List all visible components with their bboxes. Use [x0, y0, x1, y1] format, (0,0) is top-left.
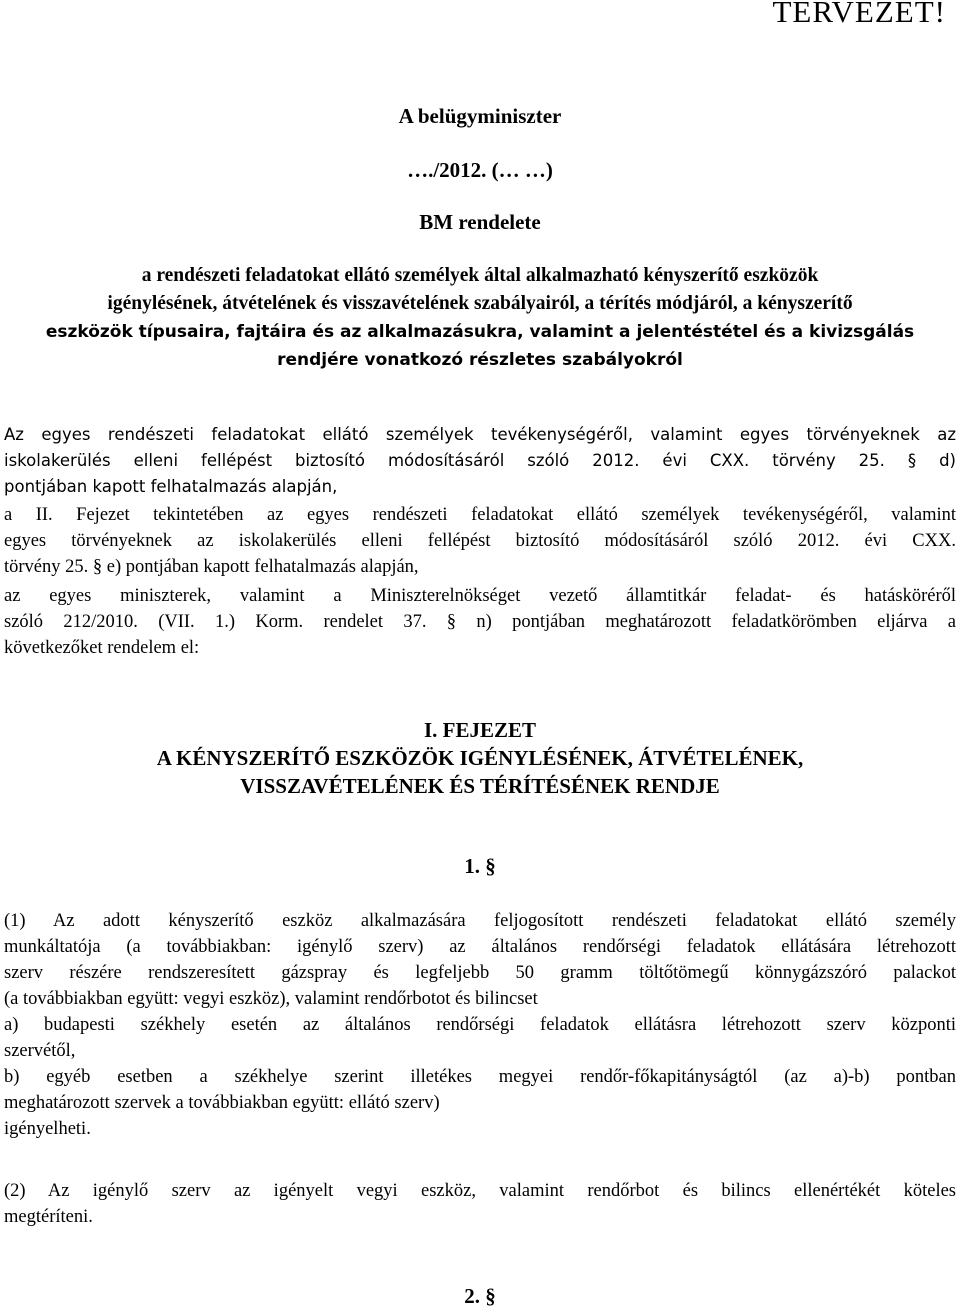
text-line: (2) Az igénylő szerv az igényelt vegyi eszköz, valamint rendőrbot és bilincs ellenértékét köteles: [4, 1181, 956, 1201]
title-line: eszközök típusaira, fajtáira és az alkalmazásukra, valamint a jelentéstétel és a kivizsgálás: [45, 322, 915, 342]
text-line: pontjában kapott felhatalmazás alapján,: [4, 477, 338, 496]
text-line: Az egyes rendészeti feladatokat ellátó személyek tevékenységéről, valamint egyes törvényeknek az: [4, 425, 956, 444]
text-line: egyes törvényeknek az iskolakerülés elleni fellépést biztosító módosításáról szóló 2012. évi CXX.: [4, 531, 956, 551]
title-line: rendjére vonatkozó részletes szabályokról: [277, 350, 683, 370]
section-1-paragraph-1: [4, 908, 956, 1142]
text-line: munkáltatója (a továbbiakban: igénylő szerv) az általános rendőrségi feladatok ellátására létrehozott: [4, 937, 956, 957]
section-2-heading: 2. §: [464, 1284, 496, 1308]
text-line: (a továbbiakban együtt: vegyi eszköz), valamint rendőrbotot és bilincset: [4, 989, 538, 1009]
point-a-line: a) budapesti székhely esetén az általános rendőrségi feladatok ellátásra létrehozott szerv központi: [4, 1015, 956, 1035]
text-line: (1) Az adott kényszerítő eszköz alkalmazására feljogosított rendészeti feladatokat ellátó személy: [4, 911, 956, 931]
text-line: szerv részére rendszeresített gázspray és legfeljebb 50 gramm töltőtömegű könnygázszóró palackot: [4, 963, 956, 983]
text-line: következőket rendelem el:: [4, 638, 200, 658]
chapter-title-line: VISSZAVÉTELÉNEK ÉS TÉRÍTÉSÉNEK RENDJE: [240, 774, 720, 798]
preamble-paragraph-3: [4, 583, 956, 661]
text-line: megtéríteni.: [4, 1207, 93, 1227]
issuer-heading: A belügyminiszter: [398, 104, 562, 128]
text-line: szóló 212/2010. (VII. 1.) Korm. rendelet 37. § n) pontjában meghatározott feladatkörömben eljárva a: [4, 612, 956, 632]
decree-number: …./2012. (… …): [407, 158, 553, 182]
chapter-number: I. FEJEZET: [423, 718, 537, 742]
text-line: a II. Fejezet tekintetében az egyes rendészeti feladatokat ellátó személyek tevékenységéről, valamint: [4, 505, 956, 525]
point-b-line: b) egyéb esetben a székhelye szerint illetékes megyei rendőr-főkapitányságtól (az a)-b) pontban: [4, 1067, 956, 1087]
section-1-paragraph-2: [4, 1178, 956, 1230]
text-line: törvény 25. § e) pontjában kapott felhatalmazás alapján,: [4, 557, 419, 577]
preamble-paragraph-1: [4, 422, 956, 500]
draft-stamp: TERVEZET!: [772, 0, 946, 29]
chapter-heading: [0, 716, 960, 800]
preamble-paragraph-2: [4, 502, 956, 580]
text-line: iskolakerülés elleni fellépést biztosító módosításáról szóló 2012. évi CXX. törvény 25. § d): [4, 451, 956, 470]
section-1-heading: 1. §: [464, 854, 496, 878]
decree-title: [40, 262, 920, 374]
decree-kind: BM rendelete: [419, 210, 541, 234]
point-b-line: meghatározott szervek a továbbiakban együtt: ellátó szerv): [4, 1093, 440, 1113]
chapter-title-line: A KÉNYSZERÍTŐ ESZKÖZÖK IGÉNYLÉSÉNEK, ÁTVÉTELÉNEK,: [156, 746, 804, 770]
point-a-line: szervétől,: [4, 1041, 76, 1061]
text-line: az egyes miniszterek, valamint a Miniszterelnökséget vezető államtitkár feladat- és hatásköréről: [4, 586, 956, 606]
title-line: igénylésének, átvételének és visszavételének szabályairól, a térítés módjáról, a kényszerítő: [107, 293, 853, 314]
closing-line: igényelheti.: [4, 1119, 91, 1139]
title-line: a rendészeti feladatokat ellátó személyek által alkalmazható kényszerítő eszközök: [141, 265, 819, 286]
